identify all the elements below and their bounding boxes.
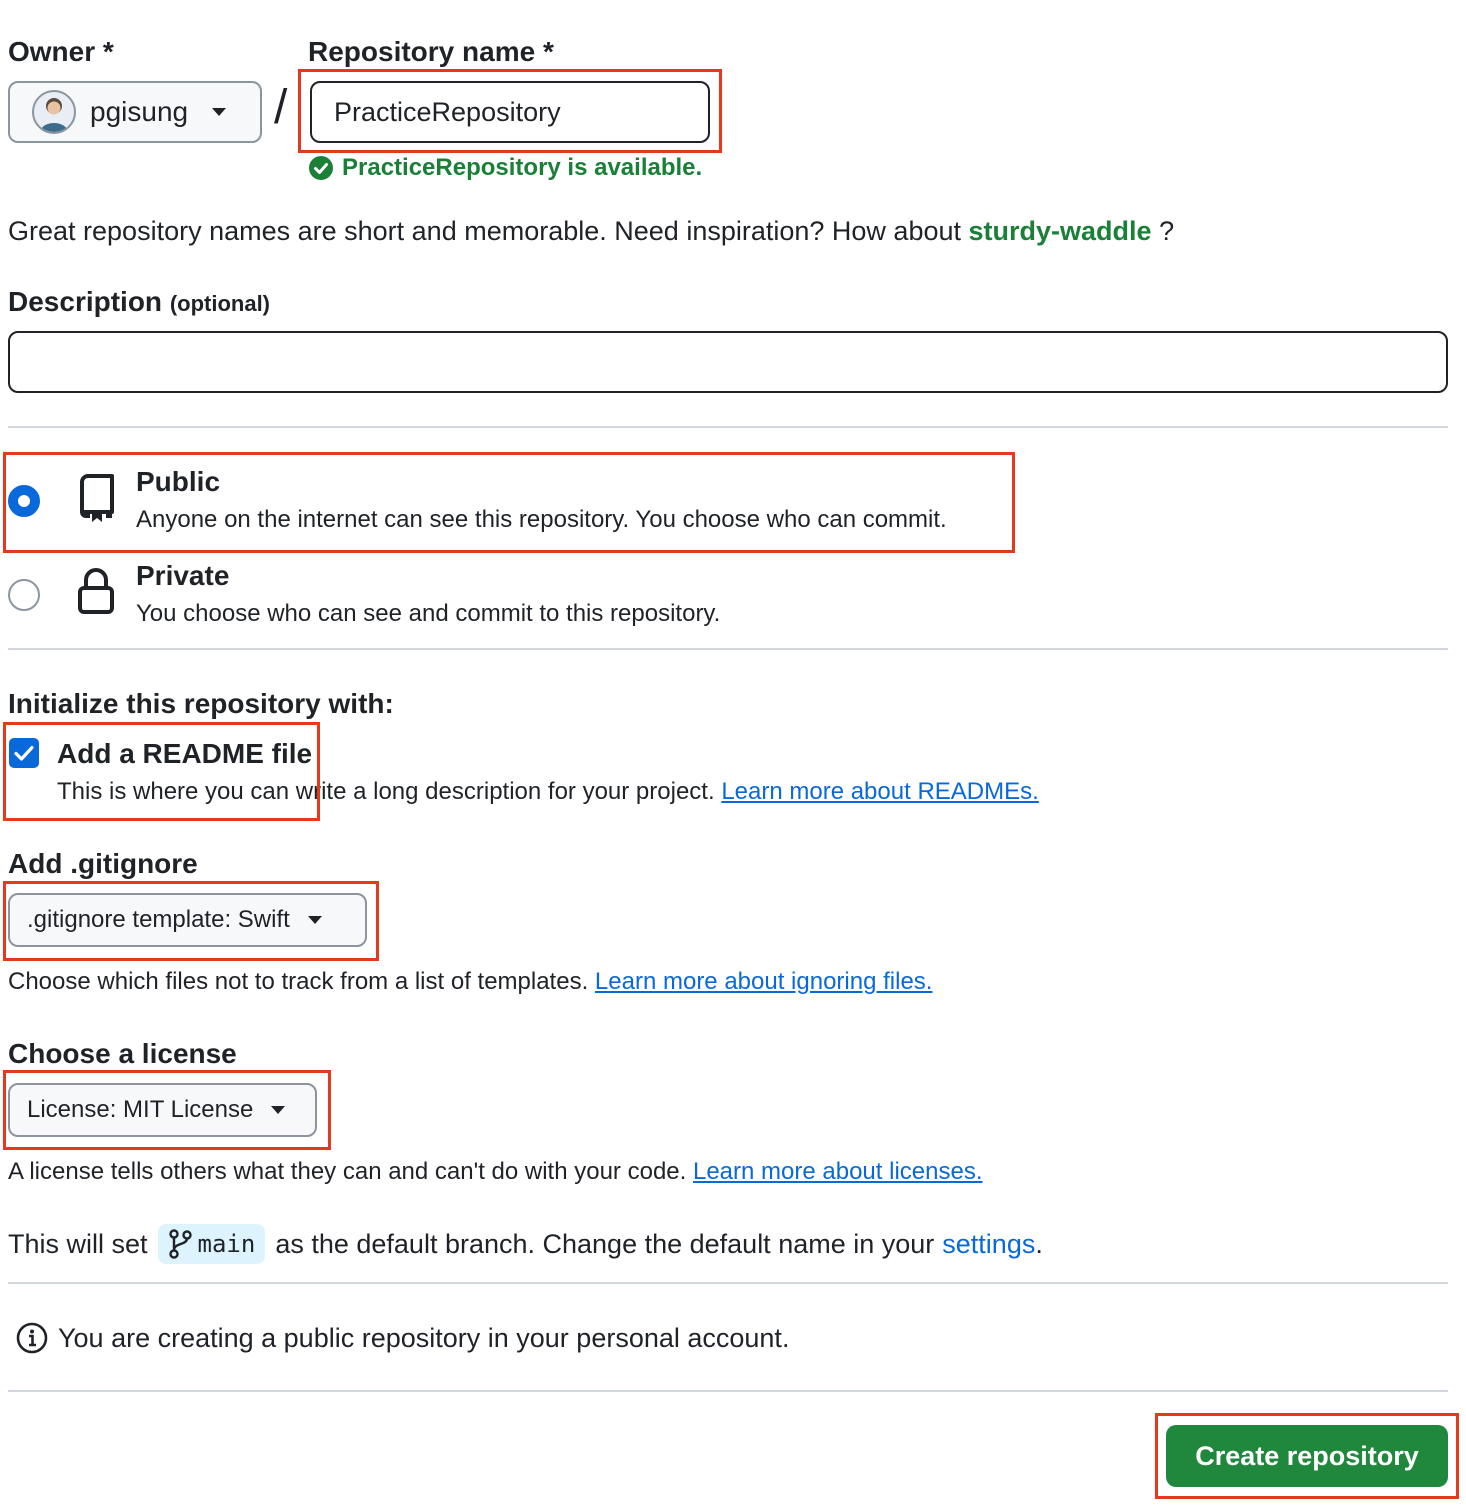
owner-label: Owner * (8, 36, 114, 67)
license-learn-more-link[interactable]: Learn more about licenses. (692, 1158, 983, 1185)
settings-link[interactable]: settings (942, 1228, 1036, 1259)
license-help (8, 1158, 982, 1186)
gitignore-button-label: .gitignore template: Swift (27, 906, 290, 933)
initialize-heading: Initialize this repository with: (8, 688, 394, 719)
notice-text: You are creating a public repository in your personal account. (58, 1322, 790, 1353)
description-optional: (optional) (169, 291, 271, 316)
readme-desc (57, 778, 1039, 806)
description-label (8, 286, 270, 318)
private-desc: You choose who can see and commit to this repository. (136, 600, 721, 627)
git-branch-icon (168, 1228, 192, 1260)
license-dropdown[interactable] (8, 1083, 317, 1137)
owner-repo-separator: / (274, 81, 288, 134)
name-suggestion (8, 216, 1174, 247)
public-radio[interactable] (8, 485, 40, 517)
branch-name: main (197, 1230, 256, 1258)
private-title: Private (136, 560, 230, 591)
divider (8, 648, 1448, 650)
owner-name: pgisung (90, 96, 189, 127)
chevron-down-icon (271, 1106, 285, 1114)
license-label: Choose a license (8, 1038, 237, 1069)
chevron-down-icon (308, 916, 322, 924)
availability-message (308, 154, 702, 182)
availability-text: PracticeRepository is available. (342, 154, 703, 181)
repo-icon (76, 472, 116, 524)
branch-middle-text: as the default branch. Change the default name in your (275, 1228, 935, 1259)
suggestion-text: Great repository names are short and memorable. Need inspiration? How about (8, 216, 961, 246)
chevron-down-icon (212, 108, 226, 116)
readme-checkbox[interactable] (9, 738, 39, 768)
owner-dropdown[interactable] (8, 81, 262, 143)
create-repository-button[interactable]: Create repository (1166, 1425, 1448, 1487)
suggestion-suffix: ? (1159, 216, 1175, 246)
readme-desc-text: This is where you can write a long description for your project. (57, 778, 715, 805)
owner-avatar (32, 90, 76, 134)
public-notice (16, 1322, 789, 1354)
private-radio[interactable] (8, 579, 40, 611)
license-help-text: A license tells others what they can and can't do with your code. (8, 1158, 687, 1185)
gitignore-learn-more-link[interactable]: Learn more about ignoring files. (594, 968, 933, 995)
highlight-readme (3, 722, 320, 821)
gitignore-label: Add .gitignore (8, 848, 198, 879)
divider (8, 426, 1448, 428)
description-input[interactable] (8, 331, 1448, 393)
description-label-text: Description (8, 286, 163, 317)
public-desc: Anyone on the internet can see this repository. You choose who can commit. (136, 506, 947, 533)
info-icon (16, 1322, 48, 1354)
license-button-label: License: MIT License (27, 1096, 254, 1123)
lock-icon (76, 566, 116, 616)
readme-learn-more-link[interactable]: Learn more about READMEs. (721, 778, 1039, 805)
default-branch-info (8, 1224, 1043, 1264)
divider (8, 1282, 1448, 1284)
branch-prefix: This will set (8, 1228, 148, 1259)
branch-suffix: . (1035, 1228, 1043, 1259)
gitignore-template-dropdown[interactable] (8, 893, 367, 947)
check-circle-icon (308, 155, 334, 181)
divider (8, 1390, 1448, 1392)
repo-name-label: Repository name * (308, 36, 554, 67)
suggested-name[interactable]: sturdy-waddle (968, 216, 1152, 246)
checkmark-icon (13, 742, 35, 764)
public-title: Public (136, 466, 221, 497)
readme-title: Add a README file (57, 738, 313, 769)
gitignore-help-text: Choose which files not to track from a list of templates. (8, 968, 589, 995)
branch-pill (158, 1224, 266, 1264)
gitignore-help (8, 968, 932, 996)
repo-name-input[interactable] (310, 81, 710, 143)
